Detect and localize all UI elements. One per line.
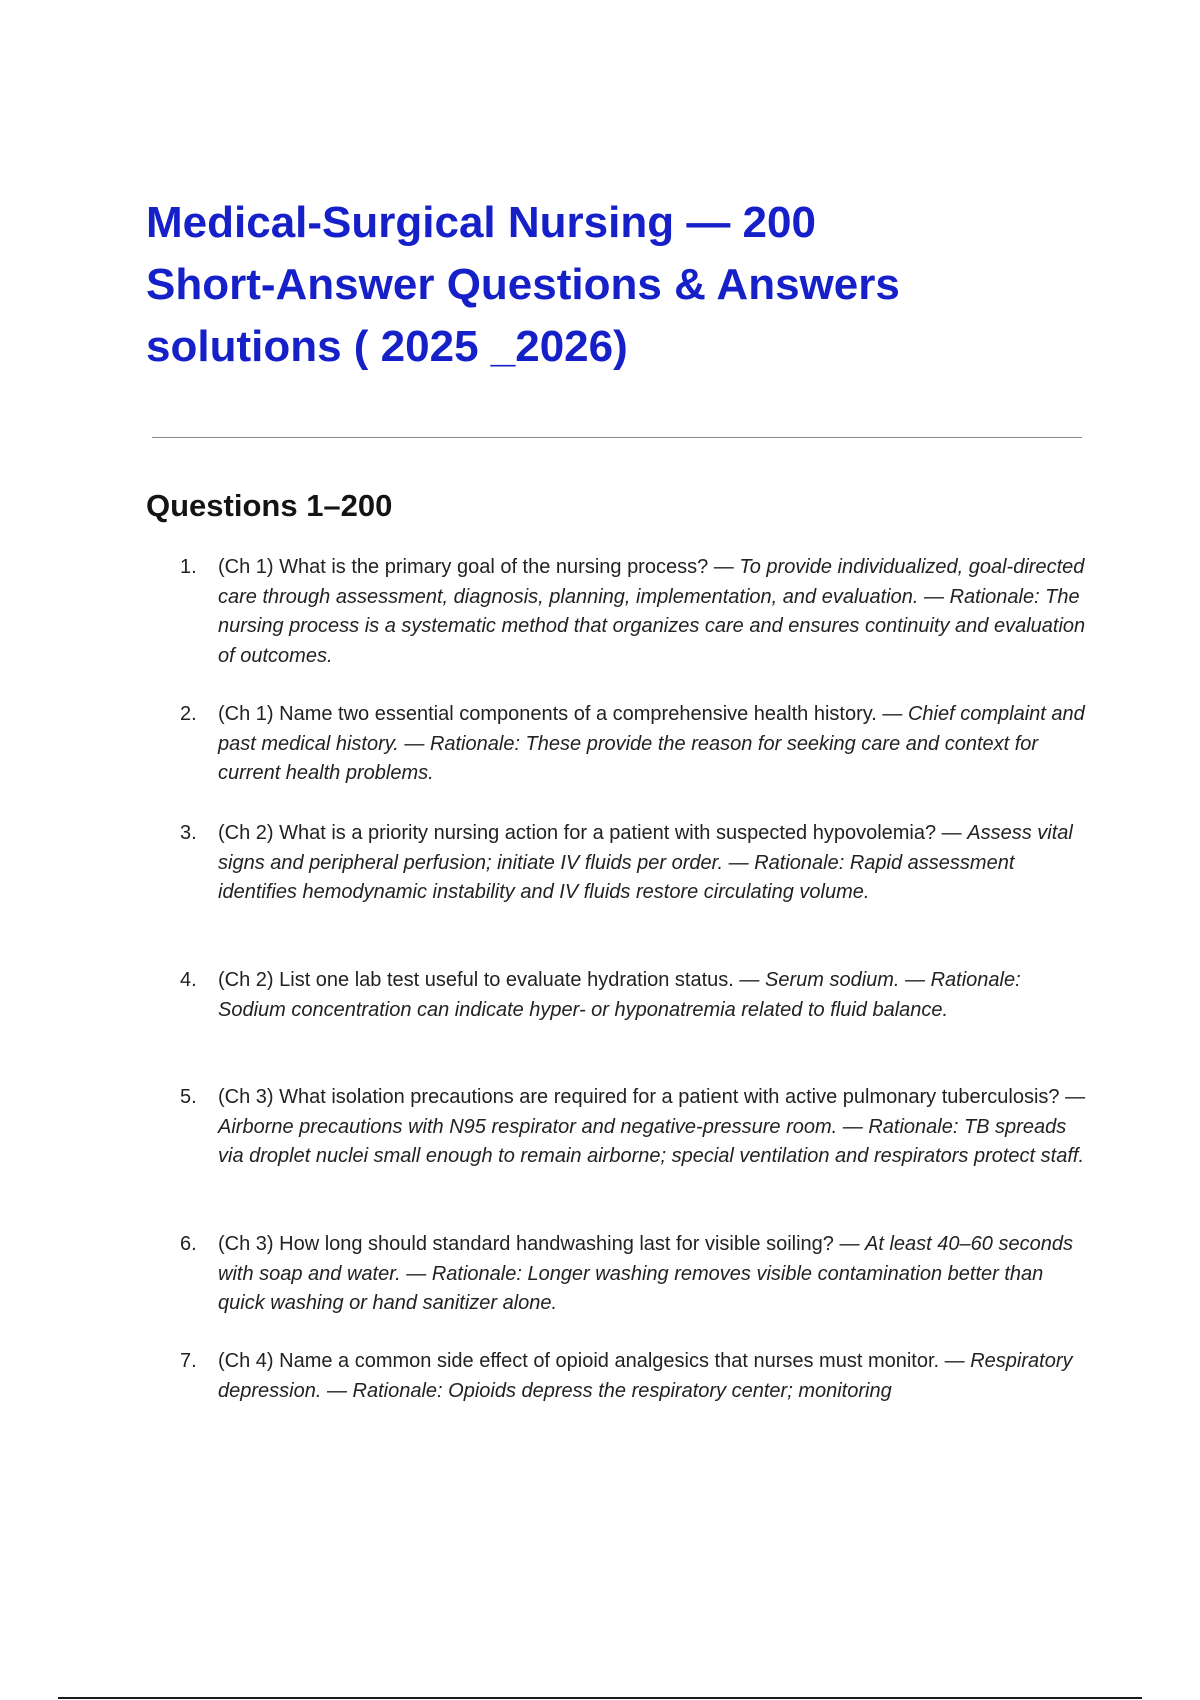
- separator-dash: —: [939, 1350, 971, 1372]
- rationale-text: Rationale: Rapid assessment identifies hemodynamic instability and IV fluids restore circulating volume.: [218, 851, 1015, 903]
- section-heading: Questions 1–200: [146, 488, 393, 523]
- rationale-text: Rationale: Sodium concentration can indicate hyper- or hyponatremia related to fluid balance.: [218, 969, 1021, 1021]
- question-text: (Ch 3) How long should standard handwashing last for visible soiling?: [218, 1233, 834, 1255]
- question-content: [218, 819, 1090, 908]
- question-item: [180, 819, 1090, 908]
- rationale-text: Rationale: Longer washing removes visible contamination better than quick washing or hand sanitizer alone.: [218, 1262, 1044, 1314]
- question-item: [180, 966, 1090, 1025]
- question-number: 7.: [180, 1350, 197, 1372]
- separator-dash: —: [918, 585, 950, 608]
- question-text: (Ch 3) What isolation precautions are required for a patient with active pulmonary tuberculosis?: [218, 1086, 1060, 1108]
- separator-dash: —: [321, 1379, 353, 1402]
- question-number: 3.: [180, 822, 197, 844]
- question-item: [180, 1230, 1090, 1319]
- question-content: [218, 1347, 1090, 1406]
- rationale-text: Rationale: Opioids depress the respiratory center; monitoring: [352, 1379, 892, 1402]
- document-title: [146, 192, 1046, 378]
- question-item: [180, 553, 1090, 671]
- question-number: 4.: [180, 969, 197, 991]
- question-item: [180, 1083, 1090, 1172]
- question-content: [218, 1230, 1090, 1319]
- question-text: (Ch 2) List one lab test useful to evaluate hydration status.: [218, 969, 734, 991]
- question-number: 5.: [180, 1086, 197, 1108]
- separator-dash: —: [733, 969, 765, 991]
- document-title-line: Medical-Surgical Nursing — 200: [146, 198, 816, 247]
- separator-dash: —: [899, 969, 931, 991]
- answer-text: To provide individualized, goal-directed care through assessment, diagnosis, planning, implementation, and evaluation.: [218, 556, 1085, 608]
- answer-text: Respiratory depression.: [218, 1350, 1073, 1402]
- question-text: (Ch 4) Name a common side effect of opioid analgesics that nurses must monitor.: [218, 1350, 940, 1372]
- separator-dash: —: [936, 822, 968, 844]
- rationale-text: Rationale: TB spreads via droplet nuclei small enough to remain airborne; special ventilation and respirators protect staff.: [218, 1115, 1085, 1167]
- separator-dash: —: [708, 556, 740, 578]
- separator-dash: —: [833, 1233, 866, 1255]
- separator-dash: —: [876, 703, 908, 725]
- question-content: [218, 700, 1090, 789]
- question-number: 1.: [180, 556, 197, 578]
- question-item: [180, 700, 1090, 789]
- question-text: (Ch 2) What is a priority nursing action for a patient with suspected hypovolemia?: [218, 822, 937, 844]
- document-title-line: Short-Answer Questions & Answers: [146, 260, 900, 309]
- question-content: [218, 966, 1090, 1025]
- question-number: 6.: [180, 1233, 197, 1255]
- question-content: [218, 1083, 1090, 1172]
- separator-dash: —: [398, 732, 430, 755]
- question-item: [180, 1347, 1090, 1406]
- separator-dash: —: [837, 1115, 869, 1138]
- answer-text: Serum sodium.: [764, 969, 900, 991]
- answer-text: Chief complaint and past medical history.: [218, 703, 1085, 755]
- separator-dash: —: [723, 851, 755, 874]
- answer-text: Assess vital signs and peripheral perfusion; initiate IV fluids per order.: [218, 822, 1073, 874]
- separator-dash: —: [1059, 1086, 1086, 1108]
- rationale-text: Rationale: The nursing process is a systematic method that organizes care and ensures continuity and evaluation of outcomes.: [218, 585, 1086, 667]
- horizontal-divider: [152, 437, 1082, 438]
- answer-text: Airborne precautions with N95 respirator and negative-pressure room.: [218, 1115, 838, 1138]
- question-text: (Ch 1) What is the primary goal of the nursing process?: [218, 556, 709, 578]
- question-number: 2.: [180, 703, 197, 725]
- page-bottom-rule: [58, 1697, 1142, 1699]
- rationale-text: Rationale: These provide the reason for seeking care and context for current health problems.: [218, 732, 1039, 784]
- question-text: (Ch 1) Name two essential components of a comprehensive health history.: [218, 703, 877, 725]
- document-title-line: solutions ( 2025 _2026): [146, 322, 628, 371]
- answer-text: At least 40–60 seconds with soap and water.: [218, 1233, 1073, 1285]
- question-content: [218, 553, 1090, 671]
- separator-dash: —: [400, 1262, 432, 1285]
